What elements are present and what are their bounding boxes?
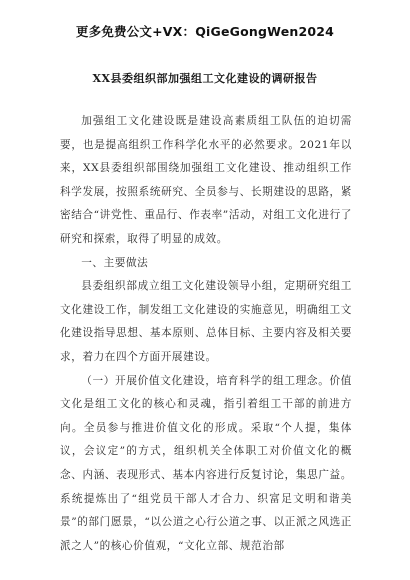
intro-paragraph: 加强组工文化建设既是建设高素质组工队伍的迫切需要，也是提高组织工作科学化水平的必然要求。2021年以来，XX县委组织部围绕加强组工文化建设、推动组织工作科学发展，按照系统研究、全员参与、长期建设的思路，紧密结合“讲党性、重品行、作表率”活动，对组工文化进行了研究和探索，取得了明显的成效。 [60, 115, 352, 245]
document-body [60, 110, 352, 558]
section-heading-main-practices: 一、主要做法 [81, 256, 149, 269]
document-title: XX县委组织部加强组工文化建设的调研报告 [92, 72, 318, 85]
body-paragraph-value-culture: （一）开展价值文化建设，培育科学的组工理念。价值文化是组工文化的核心和灵魂，指引着组工干部的前进方向。全员参与推进价值文化的形成。采取“个人提，集体议，会议定”的方式，组织机关全体职工对价值文化的概念、内涵、表现形式、基本内容进行反复讨论，集思广益。系统提炼出了“组党员干部人才合力、织富足文明和谐美景”的部门愿景，“以公道之心行公道之事、以正派之风选正派之人”的核心价值观，“文化立部、规范治部 [60, 374, 352, 552]
watermark-header: 更多免费公文+VX：QiGeGongWen2024 [75, 24, 335, 39]
body-paragraph-leadership-group: 县委组织部成立组工文化建设领导小组，定期研究组工文化建设工作，制发组工文化建设的实施意见，明确组工文化建设指导思想、基本原则、总体目标、主要内容及相关要求，着力在四个方面开展建设。 [60, 280, 352, 363]
